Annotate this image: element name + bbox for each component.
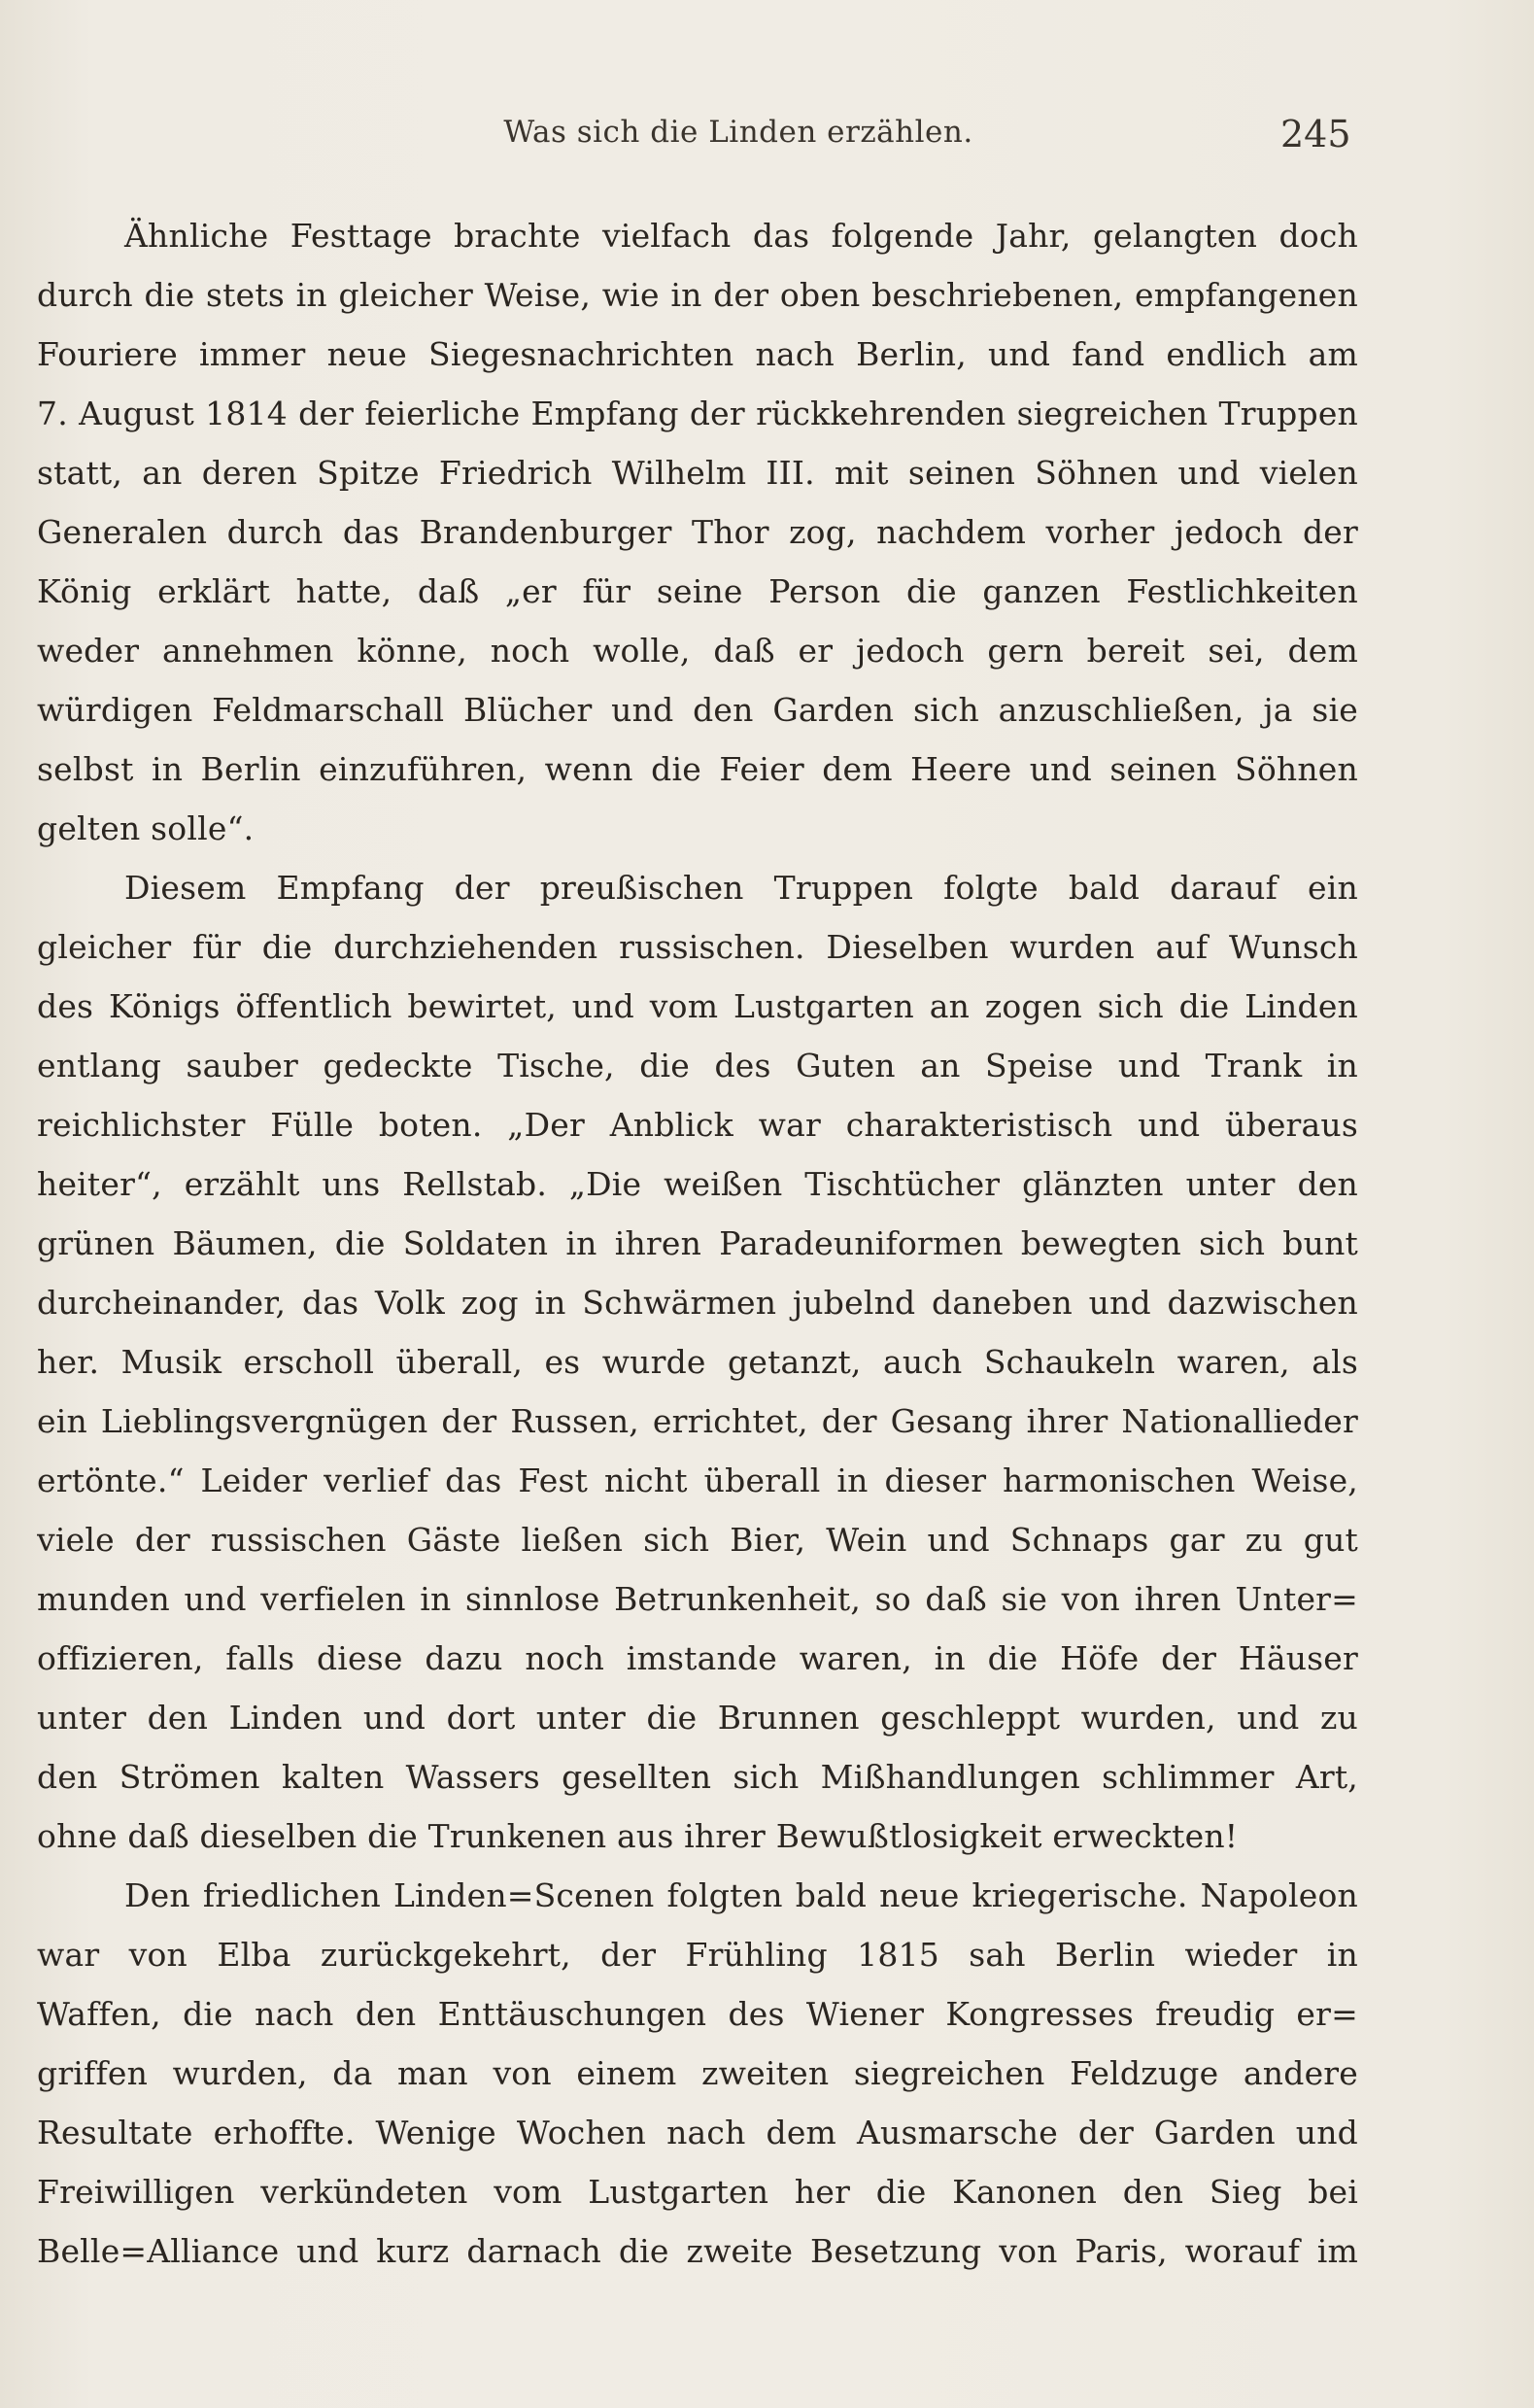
page-number: 245 xyxy=(1280,113,1351,155)
text-line: würdigen Feldmarschall Blücher und den Garden sich anzuschließen, ja sie xyxy=(37,691,1358,729)
text-line: heiter“, erzählt uns Rellstab. „Die weißen Tischtücher glänzten unter den xyxy=(37,1165,1358,1203)
text-line: durch die stets in gleicher Weise, wie in der oben beschriebenen, empfangenen xyxy=(37,276,1358,314)
text-line: Waffen, die nach den Enttäuschungen des Wiener Kongresses freudig er= xyxy=(37,1995,1358,2033)
text-line: gleicher für die durchziehenden russischen. Dieselben wurden auf Wunsch xyxy=(37,928,1358,966)
text-line: statt, an deren Spitze Friedrich Wilhelm III. mit seinen Söhnen und vielen xyxy=(37,454,1358,492)
text-line: 7. August 1814 der feierliche Empfang der rückkehrenden siegreichen Truppen xyxy=(37,395,1358,432)
text-line: Belle=Alliance und kurz darnach die zweite Besetzung von Paris, worauf im xyxy=(37,2232,1358,2270)
text-line: gelten solle“. xyxy=(37,809,255,847)
text-line: her. Musik erscholl überall, es wurde getanzt, auch Schaukeln waren, als xyxy=(37,1343,1358,1381)
text-line: Freiwilligen verkündeten vom Lustgarten her die Kanonen den Sieg bei xyxy=(37,2173,1358,2211)
text-line: ein Lieblingsvergnügen der Russen, errichtet, der Gesang ihrer Nationallieder xyxy=(37,1402,1358,1440)
text-line: König erklärt hatte, daß „er für seine Person die ganzen Festlichkeiten xyxy=(37,572,1358,610)
text-line: reichlichster Fülle boten. „Der Anblick war charakteristisch und überaus xyxy=(37,1106,1358,1144)
text-line: selbst in Berlin einzuführen, wenn die Feier dem Heere und seinen Söhnen xyxy=(37,750,1358,788)
text-line: viele der russischen Gäste ließen sich Bier, Wein und Schnaps gar zu gut xyxy=(37,1521,1358,1559)
text-line: griffen wurden, da man von einem zweiten siegreichen Feldzuge andere xyxy=(37,2054,1358,2092)
page-header xyxy=(0,115,1534,173)
text-line: ohne daß dieselben die Trunkenen aus ihrer Bewußtlosigkeit erweckten! xyxy=(37,1817,1239,1855)
text-line: ertönte.“ Leider verlief das Fest nicht überall in dieser harmonischen Weise, xyxy=(37,1462,1358,1499)
text-line: Ähnliche Festtage brachte vielfach das folgende Jahr, gelangten doch xyxy=(124,217,1358,255)
text-line: Generalen durch das Brandenburger Thor zog, nachdem vorher jedoch der xyxy=(37,513,1358,551)
text-line: durcheinander, das Volk zog in Schwärmen jubelnd daneben und dazwischen xyxy=(37,1284,1358,1322)
text-line: Fouriere immer neue Siegesnachrichten nach Berlin, und fand endlich am xyxy=(37,335,1358,373)
body-text xyxy=(37,206,1358,2281)
text-line: offizieren, falls diese dazu noch imstande waren, in die Höfe der Häuser xyxy=(37,1639,1358,1677)
text-line: grünen Bäumen, die Soldaten in ihren Paradeuniformen bewegten sich bunt xyxy=(37,1224,1358,1262)
text-line: Resultate erhoffte. Wenige Wochen nach dem Ausmarsche der Garden und xyxy=(37,2114,1358,2151)
text-line: unter den Linden und dort unter die Brunnen geschleppt wurden, und zu xyxy=(37,1699,1358,1737)
text-line: des Königs öffentlich bewirtet, und vom Lustgarten an zogen sich die Linden xyxy=(37,987,1358,1025)
running-title: Was sich die Linden erzählen. xyxy=(503,115,973,150)
text-line: munden und verfielen in sinnlose Betrunkenheit, so daß sie von ihren Unter= xyxy=(37,1580,1358,1618)
text-line: Den friedlichen Linden=Scenen folgten bald neue kriegerische. Napoleon xyxy=(124,1876,1358,1914)
text-line: war von Elba zurückgekehrt, der Frühling 1815 sah Berlin wieder in xyxy=(37,1936,1358,1974)
text-line: entlang sauber gedeckte Tische, die des Guten an Speise und Trank in xyxy=(37,1047,1358,1084)
text-line: den Strömen kalten Wassers gesellten sich Mißhandlungen schlimmer Art, xyxy=(37,1758,1358,1796)
text-line: Diesem Empfang der preußischen Truppen folgte bald darauf ein xyxy=(124,869,1358,907)
text-line: weder annehmen könne, noch wolle, daß er jedoch gern bereit sei, dem xyxy=(37,632,1358,670)
